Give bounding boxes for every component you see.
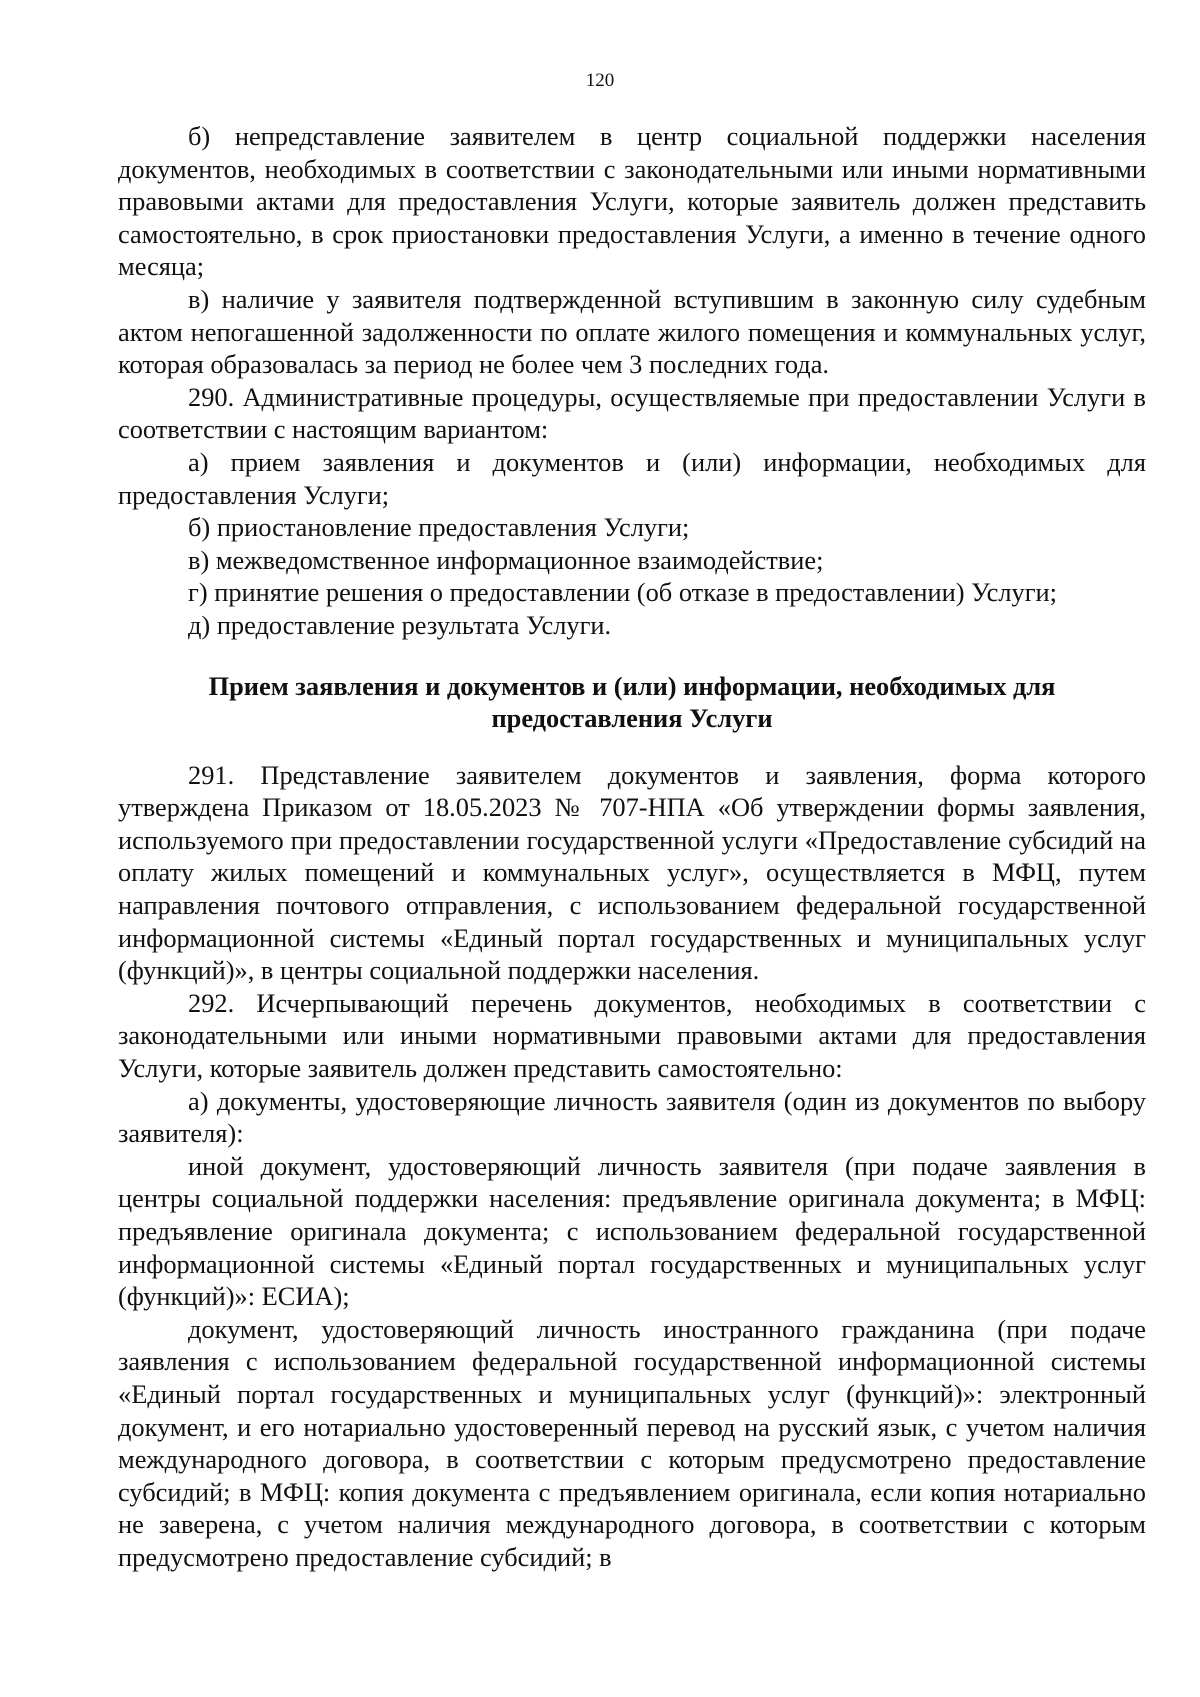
section-heading [118,670,1146,735]
paragraph-item-v-debt: в) наличие у заявителя подтвержденной вступившим в законную силу судебным актом непогашенной задолженности по оплате жилого помещения и коммунальных услуг, которая образовалась за период не более чем 3 последних года. [118,283,1146,380]
section-heading-line-1: Прием заявления и документов и (или) информации, необходимых для [208,670,1056,701]
section-heading-line-2: предоставления Услуги [491,703,773,734]
paragraph-291: 291. Представление заявителем документов и заявления, форма которого утверждена Приказом от 18.05.2023 № 707-НПА «Об утверждении формы заявления, используемого при предоставлении государственной услуги «Предоставление субсидий на оплату жилых помещений и коммунальных услуг», осуществляется в МФЦ, путем направления почтового отправления, с использованием федеральной государственной информационной системы «Единый портал государственных и муниципальных услуг (функций)», в центры социальной поддержки населения. [118,759,1146,986]
list-item-b: б) приостановление предоставления Услуги; [188,512,690,543]
paragraph-item-b-failure: б) непредставление заявителем в центр социальной поддержки населения документов, необходимых в соответствии с законодательными или иными нормативными правовыми актами для предоставления Услуги, которые заявитель должен представить самостоятельно, в срок приостановки предоставления Услуги, а именно в течение одного месяца; [118,121,1146,282]
paragraph-other-identity-document: иной документ, удостоверяющий личность заявителя (при подаче заявления в центры социальной поддержки населения: предъявление оригинала документа; в МФЦ: предъявление оригинала документа; с использованием федеральной государственной информационной системы «Единый портал государственных и муниципальных услуг (функций)»: ЕСИА); [118,1150,1146,1312]
list-item-a-identity-documents: а) документы, удостоверяющие личность заявителя (один из документов по выбору заявителя): [118,1085,1146,1149]
list-item-d: д) предоставление результата Услуги. [188,609,612,640]
paragraph-292: 292. Исчерпывающий перечень документов, необходимых в соответствии с законодательными или иными нормативными правовыми актами для предоставления Услуги, которые заявитель должен представить самостоятельно: [118,987,1146,1084]
paragraph-foreign-citizen-document: документ, удостоверяющий личность иностранного гражданина (при подаче заявления с использованием федеральной государственной информационной системы «Единый портал государственных и муниципальных услуг (функций)»: электронный документ, и его нотариально удостоверенный перевод на русский язык, с учетом наличия международного договора, в соответствии с которым предусмотрено предоставление субсидий; в МФЦ: копия документа с предъявлением оригинала, если копия нотариально не заверена, с учетом наличия международного договора, в соответствии с которым предусмотрено предоставление субсидий; в [118,1313,1146,1572]
paragraph-290: 290. Административные процедуры, осуществляемые при предоставлении Услуги в соответствии с настоящим вариантом: [118,381,1146,445]
list-item-a: а) прием заявления и документов и (или) информации, необходимых для предоставления Услуги; [118,446,1146,510]
document-body [118,120,1146,1574]
page-number: 120 [585,70,615,91]
list-item-v: в) межведомственное информационное взаимодействие; [188,544,824,575]
list-item-g: г) принятие решения о предоставлении (об отказе в предоставлении) Услуги; [188,577,1057,608]
